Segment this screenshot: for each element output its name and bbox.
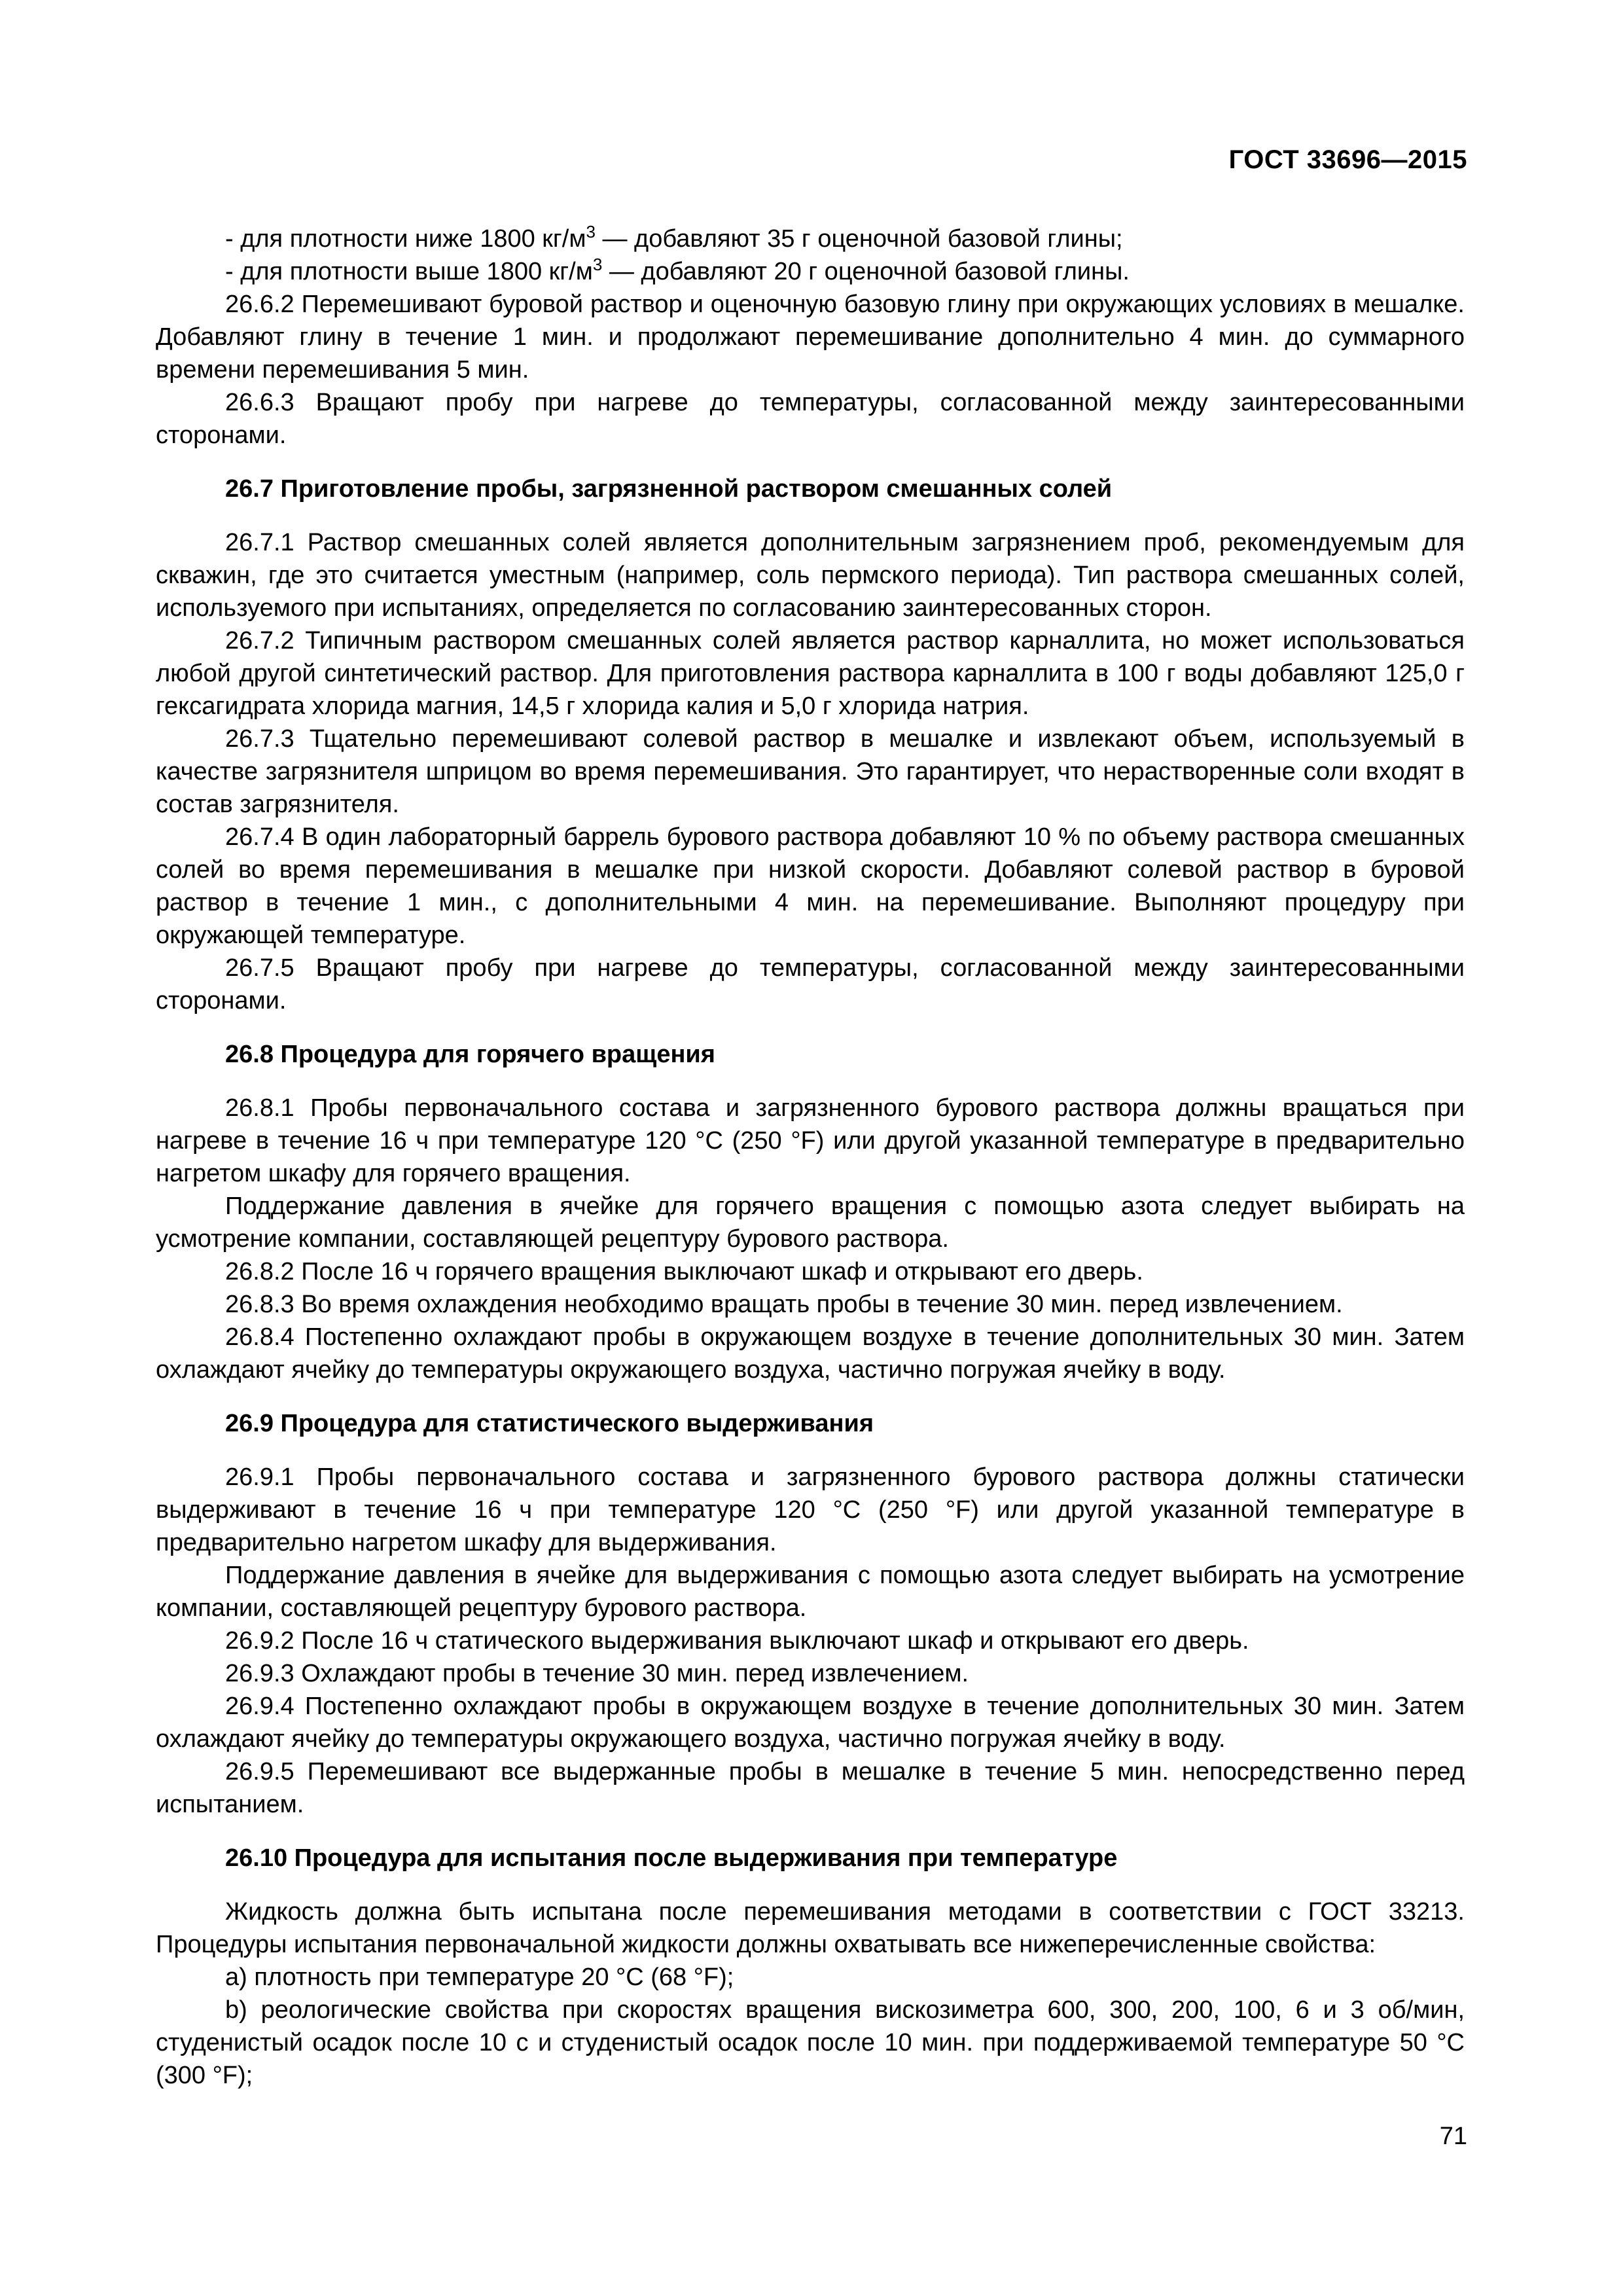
text-fragment: - для плотности ниже 1800 кг/м (225, 225, 586, 253)
paragraph-26-9-4: 26.9.4 Постепенно охлаждают пробы в окружающем воздухе в течение дополнительных 30 мин. Затем охлаждают ячейку до температуры окружающего воздуха, частично погружая ячейку в воду. (156, 1693, 1465, 1753)
section-heading-26-9: 26.9 Процедура для статистического выдерживания (225, 1410, 874, 1437)
list-item-26-10-b: b) реологические свойства при скоростях вращения вискозиметра 600, 300, 200, 100, 6 и 3 об/мин, студенистый осадок после 10 с и студенистый осадок после 10 мин. при поддерживаемой температуре 50 °С (300 °F); (156, 1996, 1465, 2089)
text-fragment: — добавляют 20 г оценочной базовой глины. (602, 258, 1130, 285)
list-item-26-10-a: a) плотность при температуре 20 °С (68 °F); (225, 1964, 734, 1991)
paragraph-26-9-1: 26.9.1 Пробы первоначального состава и загрязненного бурового раствора должны статически выдерживают в течение 16 ч при температуре 120 °С (250 °F) или другой указанной температуре в предварительно нагретом шкафу для выдерживания. (156, 1463, 1465, 1556)
paragraph-26-7-2: 26.7.2 Типичным раствором смешанных солей является раствор карналлита, но может использоваться любой другой синтетический раствор. Для приготовления раствора карналлита в 100 г воды добавляют 125,0 г гексагидрата хлорида магния, 14,5 г хлорида калия и 5,0 г хлорида натрия. (156, 627, 1465, 720)
paragraph-26-9-5: 26.9.5 Перемешивают все выдержанные пробы в мешалке в течение 5 мин. непосредственно перед испытанием. (156, 1758, 1465, 1818)
paragraph-26-8-3: 26.8.3 Во время охлаждения необходимо вращать пробы в течение 30 мин. перед извлечением. (225, 1291, 1343, 1318)
text-fragment: — добавляют 35 г оценочной базовой глины; (595, 225, 1123, 253)
document-header: ГОСТ 33696—2015 (1228, 145, 1467, 174)
paragraph-26-8-1: 26.8.1 Пробы первоначального состава и загрязненного бурового раствора должны вращаться при нагреве в течение 16 ч при температуре 120 °С (250 °F) или другой указанной температуре в предварительно нагретом шкафу для горячего вращения. (156, 1094, 1465, 1187)
paragraph-26-7-1: 26.7.1 Раствор смешанных солей является дополнительным загрязнением проб, рекомендуемым для скважин, где это считается уместным (например, соль пермского периода). Тип раствора смешанных солей, используемого при испытаниях, определяется по согласованию заинтересованных сторон. (156, 529, 1465, 622)
page-body (156, 223, 1465, 2092)
paragraph-26-7-5: 26.7.5 Вращают пробу при нагреве до температуры, согласованной между заинтересованными сторонами. (156, 954, 1465, 1014)
superscript: 3 (586, 222, 596, 242)
paragraph-26-9-3: 26.9.3 Охлаждают пробы в течение 30 мин. перед извлечением. (225, 1660, 969, 1687)
section-heading-26-10: 26.10 Процедура для испытания после выдерживания при температуре (225, 1844, 1118, 1872)
paragraph-26-9-2: 26.9.2 После 16 ч статического выдерживания выключают шкаф и открывают его дверь. (225, 1627, 1249, 1655)
paragraph-26-7-4: 26.7.4 В один лабораторный баррель бурового раствора добавляют 10 % по объему раствора смешанных солей во время перемешивания в мешалке при низкой скорости. Добавляют солевой раствор в буровой раствор в течение 1 мин., с дополнительными 4 мин. на перемешивание. Выполняют процедуру при окружающей температуре. (156, 823, 1465, 949)
section-heading-26-8: 26.8 Процедура для горячего вращения (225, 1041, 715, 1068)
list-item-density-high (156, 255, 1465, 288)
paragraph-26-10-intro: Жидкость должна быть испытана после перемешивания методами в соответствии с ГОСТ 33213. Процедуры испытания первоначальной жидкости должны охватывать все нижеперечисленные свойства: (156, 1898, 1465, 1958)
section-heading-26-7: 26.7 Приготовление пробы, загрязненной раствором смешанных солей (225, 475, 1113, 503)
paragraph-26-8-1-pressure: Поддержание давления в ячейке для горячего вращения с помощью азота следует выбирать на усмотрение компании, составляющей рецептуру бурового раствора. (156, 1193, 1465, 1253)
text-fragment: - для плотности выше 1800 кг/м (225, 258, 593, 285)
paragraph-26-6-3: 26.6.3 Вращают пробу при нагреве до температуры, согласованной между заинтересованными сторонами. (156, 389, 1465, 449)
paragraph-26-9-1-pressure: Поддержание давления в ячейке для выдерживания с помощью азота следует выбирать на усмотрение компании, составляющей рецептуру бурового раствора. (156, 1562, 1465, 1622)
paragraph-26-8-4: 26.8.4 Постепенно охлаждают пробы в окружающем воздухе в течение дополнительных 30 мин. Затем охлаждают ячейку до температуры окружающего воздуха, частично погружая ячейку в воду. (156, 1323, 1465, 1384)
superscript: 3 (592, 255, 603, 274)
paragraph-26-7-3: 26.7.3 Тщательно перемешивают солевой раствор в мешалке и извлекают объем, используемый в качестве загрязнителя шприцом во время перемешивания. Это гарантирует, что нерастворенные соли входят в состав загрязнителя. (156, 725, 1465, 818)
page-number: 71 (1439, 2123, 1467, 2150)
list-item-density-low (156, 223, 1465, 255)
paragraph-26-8-2: 26.8.2 После 16 ч горячего вращения выключают шкаф и открывают его дверь. (225, 1258, 1143, 1285)
paragraph-26-6-2: 26.6.2 Перемешивают буровой раствор и оценочную базовую глину при окружающих условиях в мешалке. Добавляют глину в течение 1 мин. и продолжают перемешивание дополнительно 4 мин. до суммарного времени перемешивания 5 мин. (156, 291, 1465, 384)
